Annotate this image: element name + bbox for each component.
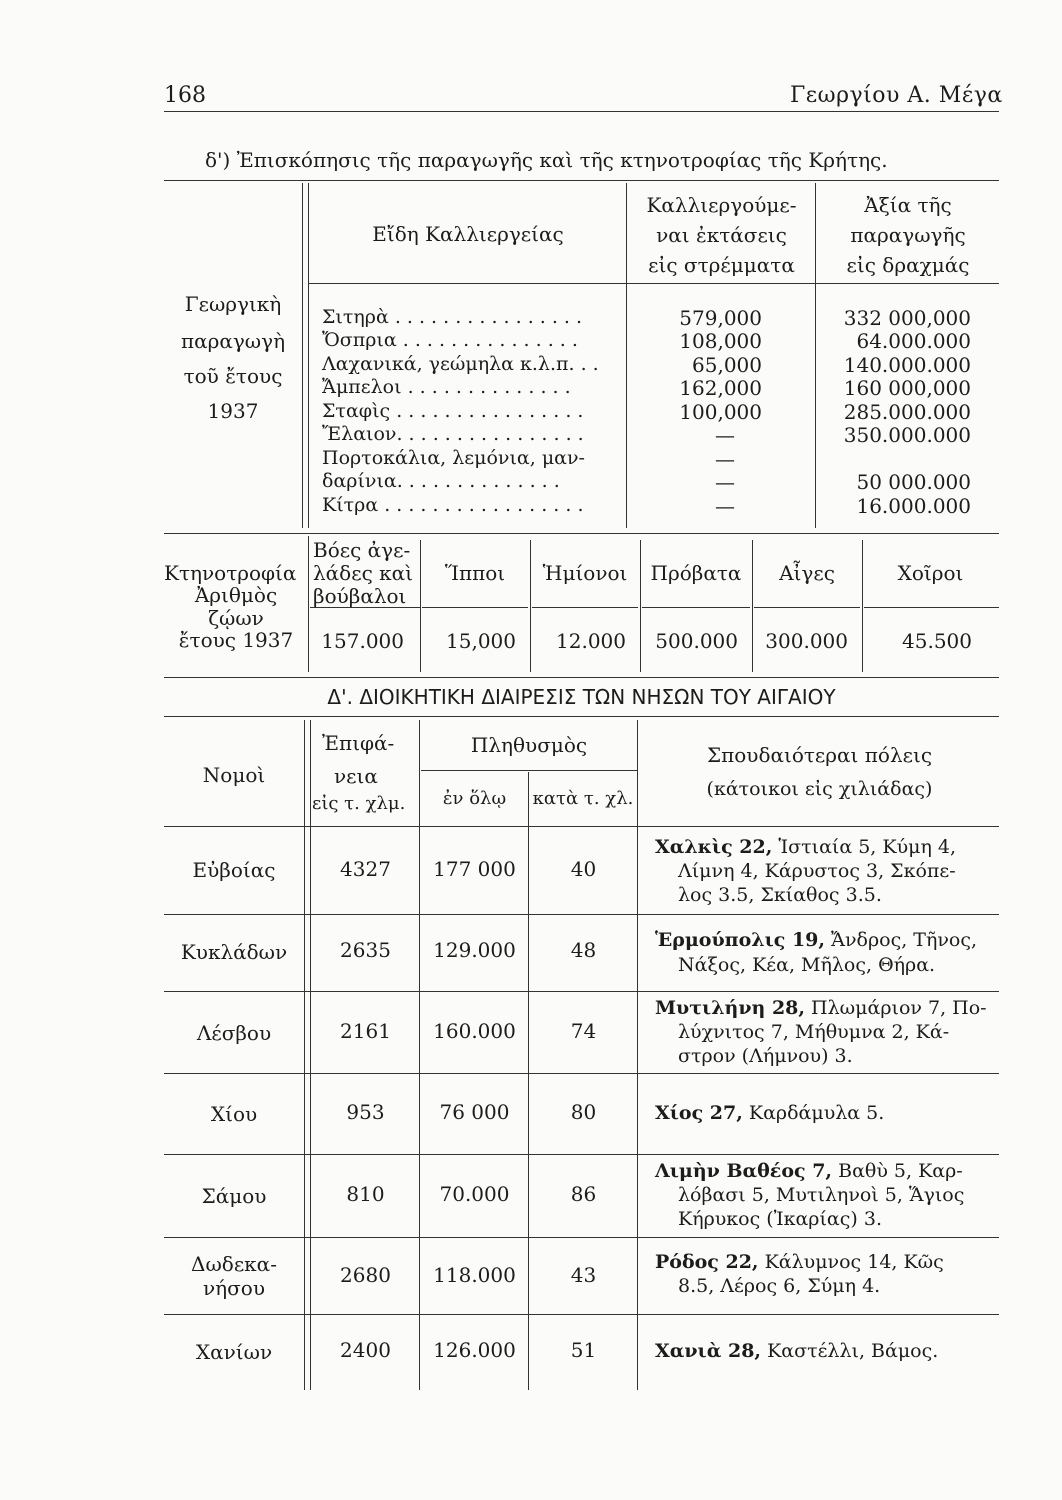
col-header-area-2: ναι ἐκτάσεις — [656, 223, 787, 247]
col-header-kinds: Εἴδη Καλλιεργείας — [372, 222, 564, 246]
city-line-text: Καρδάμυλα 5. — [748, 1102, 885, 1124]
table-rule — [626, 183, 627, 528]
nomos-pop-total: 76 000 — [439, 1100, 510, 1124]
section-heading: Δ'. ΔΙΟΙΚΗΤΙΚΗ ΔΙΑΙΡΕΣΙΣ ΤΩΝ ΝΗΣΩΝ ΤΟΥ ΑΙΓΑΙΟΥ — [327, 685, 836, 709]
crop-area: 108,000 — [679, 329, 762, 353]
city-line-text: Κάλυμνος 14, Κῶς — [764, 1251, 944, 1273]
agri-row-label-1: Γεωργικὴ — [184, 292, 282, 316]
table-rule — [302, 183, 303, 528]
city-line: 8.5, Λέρος 6, Σύμη 4. — [678, 1275, 881, 1297]
city-line-text: Καστέλλι, Βάμος. — [767, 1340, 939, 1362]
cattle-header-1: Βόες ἀγε- — [313, 538, 411, 562]
table-rule — [164, 914, 999, 915]
livestock-label-2: Ἀριθμὸς — [194, 583, 278, 607]
main-city: Χανιὰ 28, — [655, 1340, 762, 1362]
nomos-pop-total: 160.000 — [433, 1019, 516, 1043]
main-city: Χαλκὶς 22, — [655, 836, 773, 858]
city-line — [655, 1159, 963, 1183]
city-line — [655, 835, 956, 859]
agri-row-label-3: τοῦ ἔτους — [183, 364, 283, 388]
crop-name: δαρίνια. . . . . . . . . . . . . . — [322, 470, 560, 492]
table-rule — [164, 677, 999, 678]
col-header-value-1: Ἀξία τῆς — [864, 193, 952, 217]
table-rule — [530, 540, 531, 672]
nomos-pop-total: 118.000 — [433, 1263, 516, 1287]
crop-area: — — [715, 494, 735, 518]
crop-area: — — [715, 447, 735, 471]
crop-value: 140.000.000 — [843, 353, 971, 377]
table-rule — [308, 183, 309, 528]
main-city: Μυτιλήνη 28, — [655, 997, 805, 1019]
livestock-header: Ἵπποι — [444, 561, 506, 585]
city-line: Λίμνη 4, Κάρυστος 3, Σκόπε- — [678, 860, 956, 882]
livestock-header: Αἶγες — [779, 561, 835, 585]
table-rule — [815, 183, 816, 528]
table-rule — [164, 826, 999, 827]
section-title: δ') Ἐπισκόπησις τῆς παραγωγῆς καὶ τῆς κτηνοτροφίας τῆς Κρήτης. — [205, 148, 888, 172]
cattle-header-3: βούβαλοι — [313, 584, 407, 608]
nomos-area: 2635 — [340, 938, 391, 962]
city-line: λος 3.5, Σκίαθος 3.5. — [678, 884, 882, 906]
nomos-name: Σάμου — [201, 1184, 267, 1208]
col-header-area-3: εἰς τ. χλμ. — [312, 793, 406, 814]
col-header-area-2: νεια — [334, 764, 378, 788]
livestock-value: 300.000 — [765, 629, 848, 653]
nomos-pop-density: 86 — [570, 1182, 597, 1206]
table-rule — [420, 540, 421, 672]
table-rule — [528, 772, 529, 1390]
table-rule — [308, 283, 999, 284]
nomos-name: Λέσβου — [196, 1021, 272, 1045]
crop-area: 579,000 — [679, 306, 762, 330]
crop-area: 100,000 — [679, 400, 762, 424]
nomos-pop-density: 48 — [570, 938, 597, 962]
nomos-pop-total: 70.000 — [439, 1182, 510, 1206]
city-line — [655, 1101, 884, 1125]
col-header-cities-2: (κάτοικοι εἰς χιλιάδας) — [706, 778, 933, 800]
nomos-area: 2680 — [340, 1263, 391, 1287]
nomos-area: 4327 — [340, 857, 391, 881]
table-rule — [164, 1237, 999, 1238]
nomos-name: Δωδεκα- — [191, 1252, 277, 1276]
city-line — [655, 1250, 944, 1274]
col-header-nomoi: Νομοὶ — [202, 763, 266, 787]
crop-area: 65,000 — [692, 353, 762, 377]
livestock-value: 15,000 — [446, 629, 516, 653]
col-header-population: Πληθυσμὸς — [470, 733, 588, 757]
table-rule — [637, 720, 638, 1390]
table-rule — [862, 540, 863, 672]
nomos-name: Χανίων — [195, 1340, 273, 1364]
crop-area: 162,000 — [679, 376, 762, 400]
nomos-pop-density: 51 — [570, 1338, 597, 1362]
livestock-value: 45.500 — [902, 629, 972, 653]
table-rule — [164, 716, 999, 717]
city-line: λύχνιτος 7, Μήθυμνα 2, Κά- — [678, 1021, 950, 1043]
col-header-area-1: Καλλιεργούμε- — [646, 193, 797, 217]
crop-value: 160 000,000 — [843, 376, 971, 400]
table-rule — [864, 607, 999, 608]
running-author: Γεωργίου Α. Μέγα — [790, 83, 1003, 108]
page-number: 168 — [164, 83, 206, 108]
main-city: Ρόδος 22, — [655, 1251, 759, 1273]
crop-name: Πορτοκάλια, λεμόνια, μαν- — [322, 447, 585, 469]
col-header-area-3: εἰς στρέμματα — [648, 253, 795, 277]
col-header-area-1: Ἐπιφά- — [322, 731, 395, 755]
city-line-text: Ἱστιαία 5, Κύμη 4, — [778, 836, 957, 858]
livestock-value: 500.000 — [655, 629, 738, 653]
crop-value: 332 000,000 — [843, 306, 971, 330]
nomos-name: Κυκλάδων — [180, 940, 288, 964]
col-header-value-2: παραγωγῆς — [850, 223, 966, 247]
nomos-area: 2161 — [340, 1019, 391, 1043]
nomos-area: 810 — [346, 1182, 385, 1206]
nomos-pop-total: 177 000 — [433, 857, 516, 881]
livestock-value: 12.000 — [556, 629, 626, 653]
table-rule — [642, 607, 750, 608]
col-header-pop-density: κατὰ τ. χλ. — [532, 788, 634, 809]
city-line: στρον (Λήμνου) 3. — [678, 1045, 853, 1067]
table-rule — [752, 540, 753, 672]
cattle-header-2: λάδες καὶ — [313, 561, 413, 585]
crop-name: Σιτηρὰ . . . . . . . . . . . . . . . . — [322, 306, 583, 328]
crop-area: — — [715, 423, 735, 447]
nomos-pop-total: 126.000 — [433, 1338, 516, 1362]
crop-name: Ἄμπελοι . . . . . . . . . . . . . . — [322, 376, 571, 398]
col-header-cities-1: Σπουδαιότεραι πόλεις — [706, 743, 933, 767]
city-line: Κήρυκος (Ἰκαρίας) 3. — [678, 1208, 882, 1230]
city-line-text: Ἄνδρος, Τῆνος, — [831, 929, 978, 951]
city-line-text: Βαθὺ 5, Καρ- — [838, 1160, 963, 1182]
crop-name: Ἔλαιον. . . . . . . . . . . . . . . . — [322, 423, 584, 445]
header-rule — [164, 111, 999, 112]
table-rule — [419, 720, 420, 1390]
livestock-header: Ἡμίονοι — [542, 561, 628, 585]
livestock-label-4: ἔτους 1937 — [178, 628, 294, 652]
col-header-pop-total: ἐν ὅλῳ — [442, 788, 507, 809]
crop-value: 50 000.000 — [856, 470, 971, 494]
nomos-pop-density: 43 — [570, 1263, 597, 1287]
city-line — [655, 928, 977, 952]
crop-name: Σταφὶς . . . . . . . . . . . . . . . . — [322, 400, 584, 422]
livestock-label-1: Κτηνοτροφία — [164, 561, 297, 585]
city-line-text: Πλωμάριον 7, Πο- — [811, 997, 987, 1019]
table-rule — [308, 536, 309, 672]
crop-area: — — [715, 470, 735, 494]
table-rule — [164, 533, 999, 534]
table-rule — [421, 770, 637, 771]
main-city: Χίος 27, — [655, 1102, 743, 1124]
city-line — [655, 996, 987, 1020]
crop-value: 16.000.000 — [856, 494, 971, 518]
main-city: Λιμὴν Βαθέος 7, — [655, 1160, 833, 1182]
table-rule — [164, 991, 999, 992]
table-rule — [310, 720, 311, 1390]
col-header-value-3: εἰς δραχμάς — [846, 253, 970, 277]
nomos-pop-total: 129.000 — [433, 938, 516, 962]
crop-value: 285.000.000 — [843, 400, 971, 424]
livestock-value: 157.000 — [321, 629, 404, 653]
crop-value: 64.000.000 — [856, 329, 971, 353]
city-line: Νάξος, Κέα, Μῆλος, Θήρα. — [678, 954, 936, 976]
agri-row-label-2: παραγωγὴ — [180, 329, 286, 353]
livestock-label-3: ζῴων — [208, 606, 264, 630]
nomos-name: Εὐβοίας — [192, 858, 276, 882]
table-rule — [164, 180, 999, 181]
table-rule — [164, 1314, 999, 1315]
nomos-name: Χίου — [210, 1102, 258, 1126]
crop-value: 350.000.000 — [843, 423, 971, 447]
nomos-area: 2400 — [340, 1338, 391, 1362]
nomos-area: 953 — [346, 1100, 385, 1124]
nomos-pop-density: 80 — [570, 1100, 597, 1124]
city-line: λόβασι 5, Μυτιληνοὶ 5, Ἅγιος — [678, 1184, 965, 1206]
nomos-name: νήσου — [203, 1276, 265, 1300]
crop-name: Λαχανικά, γεώμηλα κ.λ.π. . . — [322, 353, 599, 375]
main-city: Ἑρμούπολις 19, — [655, 929, 825, 951]
nomos-pop-density: 74 — [570, 1019, 597, 1043]
table-rule — [304, 720, 305, 1390]
city-line — [655, 1339, 938, 1363]
table-rule — [164, 1154, 999, 1155]
table-rule — [754, 607, 860, 608]
crop-name: Κίτρα . . . . . . . . . . . . . . . . . — [322, 494, 584, 516]
livestock-header: Χοῖροι — [897, 561, 964, 585]
nomos-pop-density: 40 — [570, 857, 597, 881]
table-rule — [422, 607, 528, 608]
livestock-header: Πρόβατα — [650, 561, 742, 585]
agri-row-label-4: 1937 — [207, 399, 259, 423]
crop-name: Ὄσπρια . . . . . . . . . . . . . . . — [322, 329, 578, 351]
table-rule — [164, 1073, 999, 1074]
table-rule — [532, 607, 638, 608]
table-rule — [640, 540, 641, 672]
